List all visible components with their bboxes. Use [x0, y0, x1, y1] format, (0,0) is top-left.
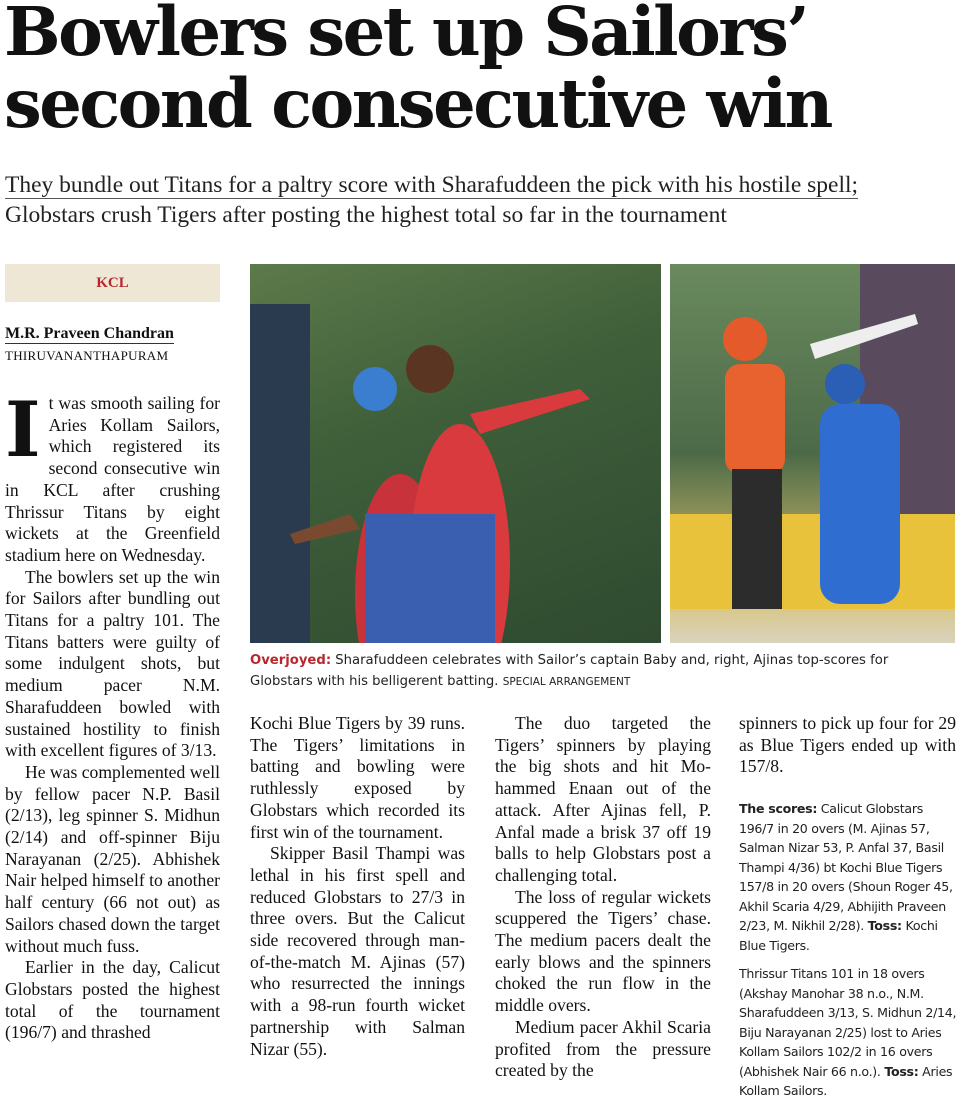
- paragraph: Kochi Blue Tigers by 39 runs. The Tigers’ limitations in batting and bowling were ruthlessly exposed by Globstars which recorded its first win of the tournament.: [250, 713, 465, 842]
- drop-cap: I: [5, 385, 41, 474]
- celebration-photo-image: [250, 264, 661, 643]
- paragraph: Skipper Basil Thampi was lethal in his first spell and reduced Globstars to 27/3 in three overs. But the Calicut side recovered through man-of-the-match M. Ajinas (57) who resurrected the innings with a 98-run fourth wicket partnership with Salman Nizar (55).: [250, 843, 465, 1059]
- paragraph: Earlier in the day, Calicut Globstars posted the highest total of the tournament (196/7) and thrashed: [5, 957, 220, 1043]
- scores-match-2: [739, 964, 959, 1101]
- paragraph: He was complemented well by fellow pacer N.P. Basil (2/13), leg spinner S. Midhun (2/14) and off-spinner Biju Narayanan (2/25). Abhishek Nair helped himself to another half century (66 not out) as Sailors chased down the target without much fuss.: [5, 761, 220, 956]
- caption-label: Overjoyed:: [250, 653, 332, 668]
- subheadline: [5, 170, 955, 230]
- toss-label: Toss:: [867, 918, 902, 933]
- article-column-1: [5, 385, 220, 1044]
- article-column-3: [495, 713, 711, 1082]
- article-column-4: [739, 713, 956, 778]
- toss-label: Toss:: [884, 1063, 919, 1079]
- paragraph: The loss of regular wickets scuppered the Tigers’ chase. The medium pacers dealt the early blows and the spinners choked the run flow in the middle overs.: [495, 886, 711, 1016]
- paragraph: [5, 385, 220, 567]
- paragraph: spinners to pick up four for 29 as Blue Tigers ended up with 157/8.: [739, 713, 956, 777]
- batting-photo-image: [670, 264, 955, 643]
- dateline: THIRUVANANTHAPURAM: [5, 348, 169, 363]
- scores-label: The scores:: [739, 801, 818, 816]
- headline: [4, 0, 954, 143]
- scores-text: Calicut Globstars 196/7 in 20 overs (M. Ajinas 57, Salman Nizar 53, P. Anfal 37, Basil Thampi 4/36) bt Kochi Blue Tigers 157/8 in 20 overs (Shoun Roger 45, Akhil Scaria 4/29, Abhijith Praveen 2/23, M. Nikhil 2/28).: [739, 801, 953, 933]
- photo-celebration: [250, 264, 661, 643]
- scores-box: [739, 799, 959, 1110]
- paragraph: The bowlers set up the win for Sailors after bundling out Titans for a paltry 101. The Titans batters were guilty of some indulgent shots, but medium pacer N.M. Sharafuddeen bowled with sustained hostility to finish with excellent figures of 3/13.: [5, 566, 220, 761]
- headline-line-1: Bowlers set up Sailors’: [4, 0, 808, 71]
- scores-match-1: [739, 799, 959, 955]
- byline: M.R. Praveen Chandran: [5, 325, 174, 342]
- toss-text: Aries Kollam Sailors.: [739, 1063, 953, 1098]
- scores-text: Thrissur Titans 101 in 18 overs (Akshay Manohar 38 n.o., N.M. Sharafuddeen 3/13, S. Midhun 2/14, Biju Narayanan 2/25) lost to Aries Kollam Sailors 102/2 in 16 overs (Abhishek Nair 66 n.o.).: [739, 966, 957, 1079]
- caption-text: Sharafuddeen celebrates with Sailor’s captain Baby and, right, Ajinas top-scores for Globstars with his belligerent batting.: [250, 653, 889, 689]
- paragraph-text: t was smooth sailing for Aries Kollam Sailors, which registered its second consecutive win in KCL after crushing Thrissur Titans by eight wickets at the Greenfield stadium here on Wednesday.: [5, 393, 220, 565]
- paragraph: Medium pacer Akhil Scaria profited from the pressure created by the: [495, 1016, 711, 1081]
- photo-credit: SPECIAL ARRANGEMENT: [502, 676, 631, 688]
- subhead-line-2: Globstars crush Tigers after posting the highest total so far in the tournament: [5, 202, 727, 228]
- paragraph: The duo targeted the Tigers’ spinners by playing the big shots and hit Mohammed Enaan out of the attack. After Ajinas fell, P. Anfal made a brisk 37 off 19 balls to help Globstars post a challenging total.: [495, 713, 711, 885]
- headline-line-2: second consecutive win: [4, 64, 831, 143]
- section-label: KCL: [5, 264, 220, 302]
- photo-caption: [250, 650, 955, 693]
- article-column-2: [250, 713, 465, 1060]
- photo-batting: [670, 264, 955, 643]
- subhead-line-1: They bundle out Titans for a paltry score with Sharafuddeen the pick with his hostile spell;: [5, 172, 859, 198]
- toss-text: Kochi Blue Tigers.: [739, 918, 938, 953]
